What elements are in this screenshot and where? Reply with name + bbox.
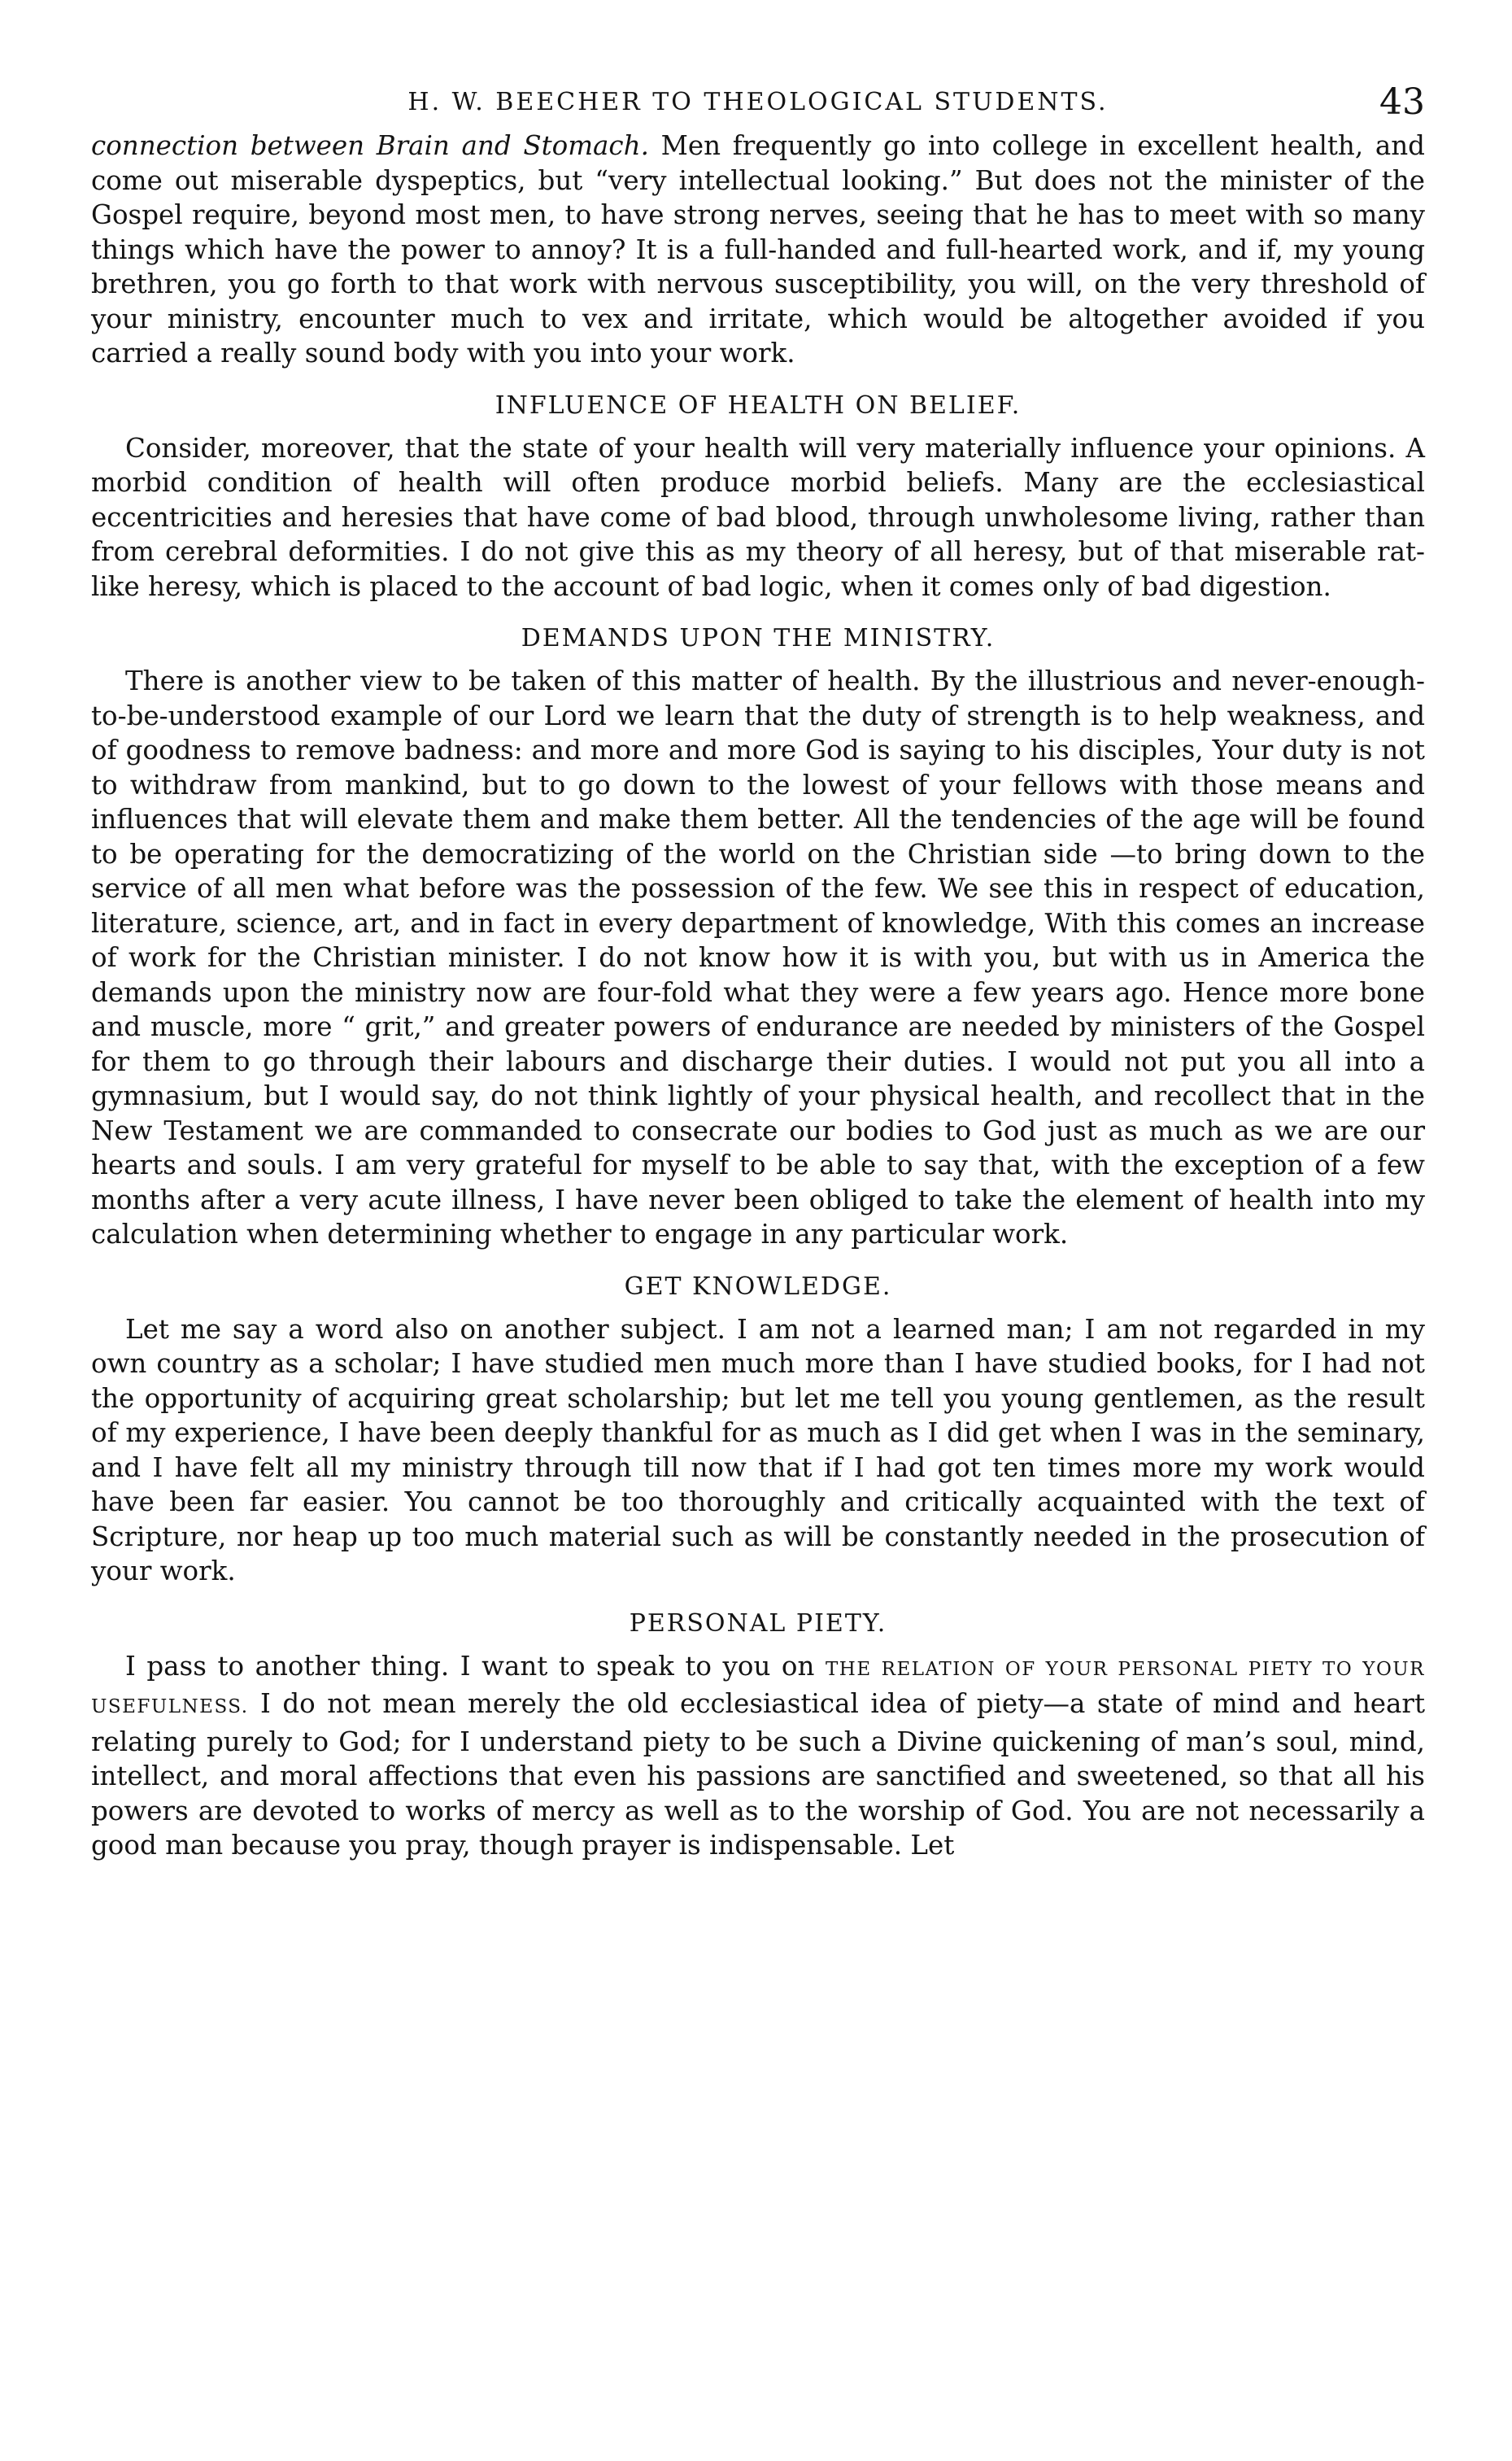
heading-get-knowledge: GET KNOWLEDGE. [624, 1272, 892, 1301]
intro-paragraph-text: Men frequently go into college in excellent health, and come out miserable dyspeptics, but “very intellectual looking.” But does not the minister of the Gospel require, beyond most men, to have strong nerves, seeing that he has to meet with so many things which have the power to annoy? It is a full-handed and full-hearted work, and if, my young brethren, you go forth to that work with nervous susceptibility, you will, on the very threshold of your ministry, encounter much to vex and irritate, which would be altogether avoided if you carried a really sound body with you into your work. [91, 130, 1425, 369]
intro-italic-phrase: connection between Brain and Stomach. [91, 130, 649, 161]
intro-paragraph [91, 129, 1425, 371]
running-title: H. W. BEECHER TO THEOLOGICAL STUDENTS. [407, 88, 1109, 116]
heading-demands-upon-ministry: DEMANDS UPON THE MINISTRY. [521, 624, 996, 652]
heading-personal-piety: PERSONAL PIETY. [629, 1608, 887, 1638]
piety-text-after: I do not mean merely the old ecclesiastical idea of piety—a state of mind and heart relating purely to God; for I understand piety to be such a Divine quickening of man’s soul, mind, intellect, and moral affections that even his passions are sanctified and sweetened, so that all his powers are devoted to works of mercy as well as to the worship of God. You are not necessarily a good man because you pray, though prayer is indispensable. Let [91, 1688, 1425, 1861]
influence-paragraph: Consider, moreover, that the state of your health will very materially influence your opinions. A morbid condition of health will often produce morbid beliefs. Many are the ecclesiastical eccentricities and heresies that have come of bad blood, through unwholesome living, rather than from cerebral deformities. I do not give this as my theory of all heresy, but of that miserable rat-like heresy, which is placed to the account of bad logic, when it comes only of bad digestion. [91, 432, 1425, 602]
piety-small-caps-phrase: THE RELATION OF YOUR PERSONAL PIETY TO YOUR USEFULNESS. [91, 1658, 1425, 1717]
demands-paragraph: There is another view to be taken of this matter of health. By the illustrious and never-enough-to-be-understood example of our Lord we learn that the duty of strength is to help weakness, and of goodness to remove badness: and more and more God is saying to his disciples, Your duty is not to withdraw from mankind, but to go down to the lowest of your fellows with those means and influences that will elevate them and make them better. All the tendencies of the age will be found to be operating for the democratizing of the world on the Christian side —to bring down to the service of all men what before was the possession of the few. We see this in respect of education, literature, science, art, and in fact in every department of knowledge, With this comes an increase of work for the Christian minister. I do not know how it is with you, but with us in America the demands upon the ministry now are four-fold what they were a few years ago. Hence more bone and muscle, more “ grit,” and greater powers of endurance are needed by ministers of the Gospel for them to go through their labours and discharge their duties. I would not put you all into a gymnasium, but I would say, do not think lightly of your physical health, and recollect that in the New Testament we are commanded to consecrate our bodies to God just as much as we are our hearts and souls. I am very grateful for myself to be able to say that, with the exception of a few months after a very acute illness, I have never been obliged to take the element of health into my calculation when determining whether to engage in any particular work. [91, 665, 1425, 1250]
knowledge-paragraph: Let me say a word also on another subject. I am not a learned man; I am not regarded in my own country as a scholar; I have studied men much more than I have studied books, for I had not the opportunity of acquiring great scholarship; but let me tell you young gentlemen, as the result of my experience, I have been deeply thankful for as much as I did get when I was in the seminary, and I have felt all my ministry through till now that if I had got ten times more my work would have been far easier. You cannot be too thoroughly and critically acquainted with the text of Scripture, nor heap up too much material such as will be constantly needed in the prosecution of your work. [91, 1313, 1425, 1586]
book-page [91, 76, 1425, 1863]
piety-paragraph [91, 1649, 1425, 1863]
running-header [91, 76, 1425, 129]
heading-influence-of-health: INFLUENCE OF HEALTH ON BELIEF. [495, 391, 1022, 420]
page-number: 43 [1379, 81, 1425, 123]
piety-text-before: I pass to another thing. I want to speak to you on [125, 1650, 826, 1682]
